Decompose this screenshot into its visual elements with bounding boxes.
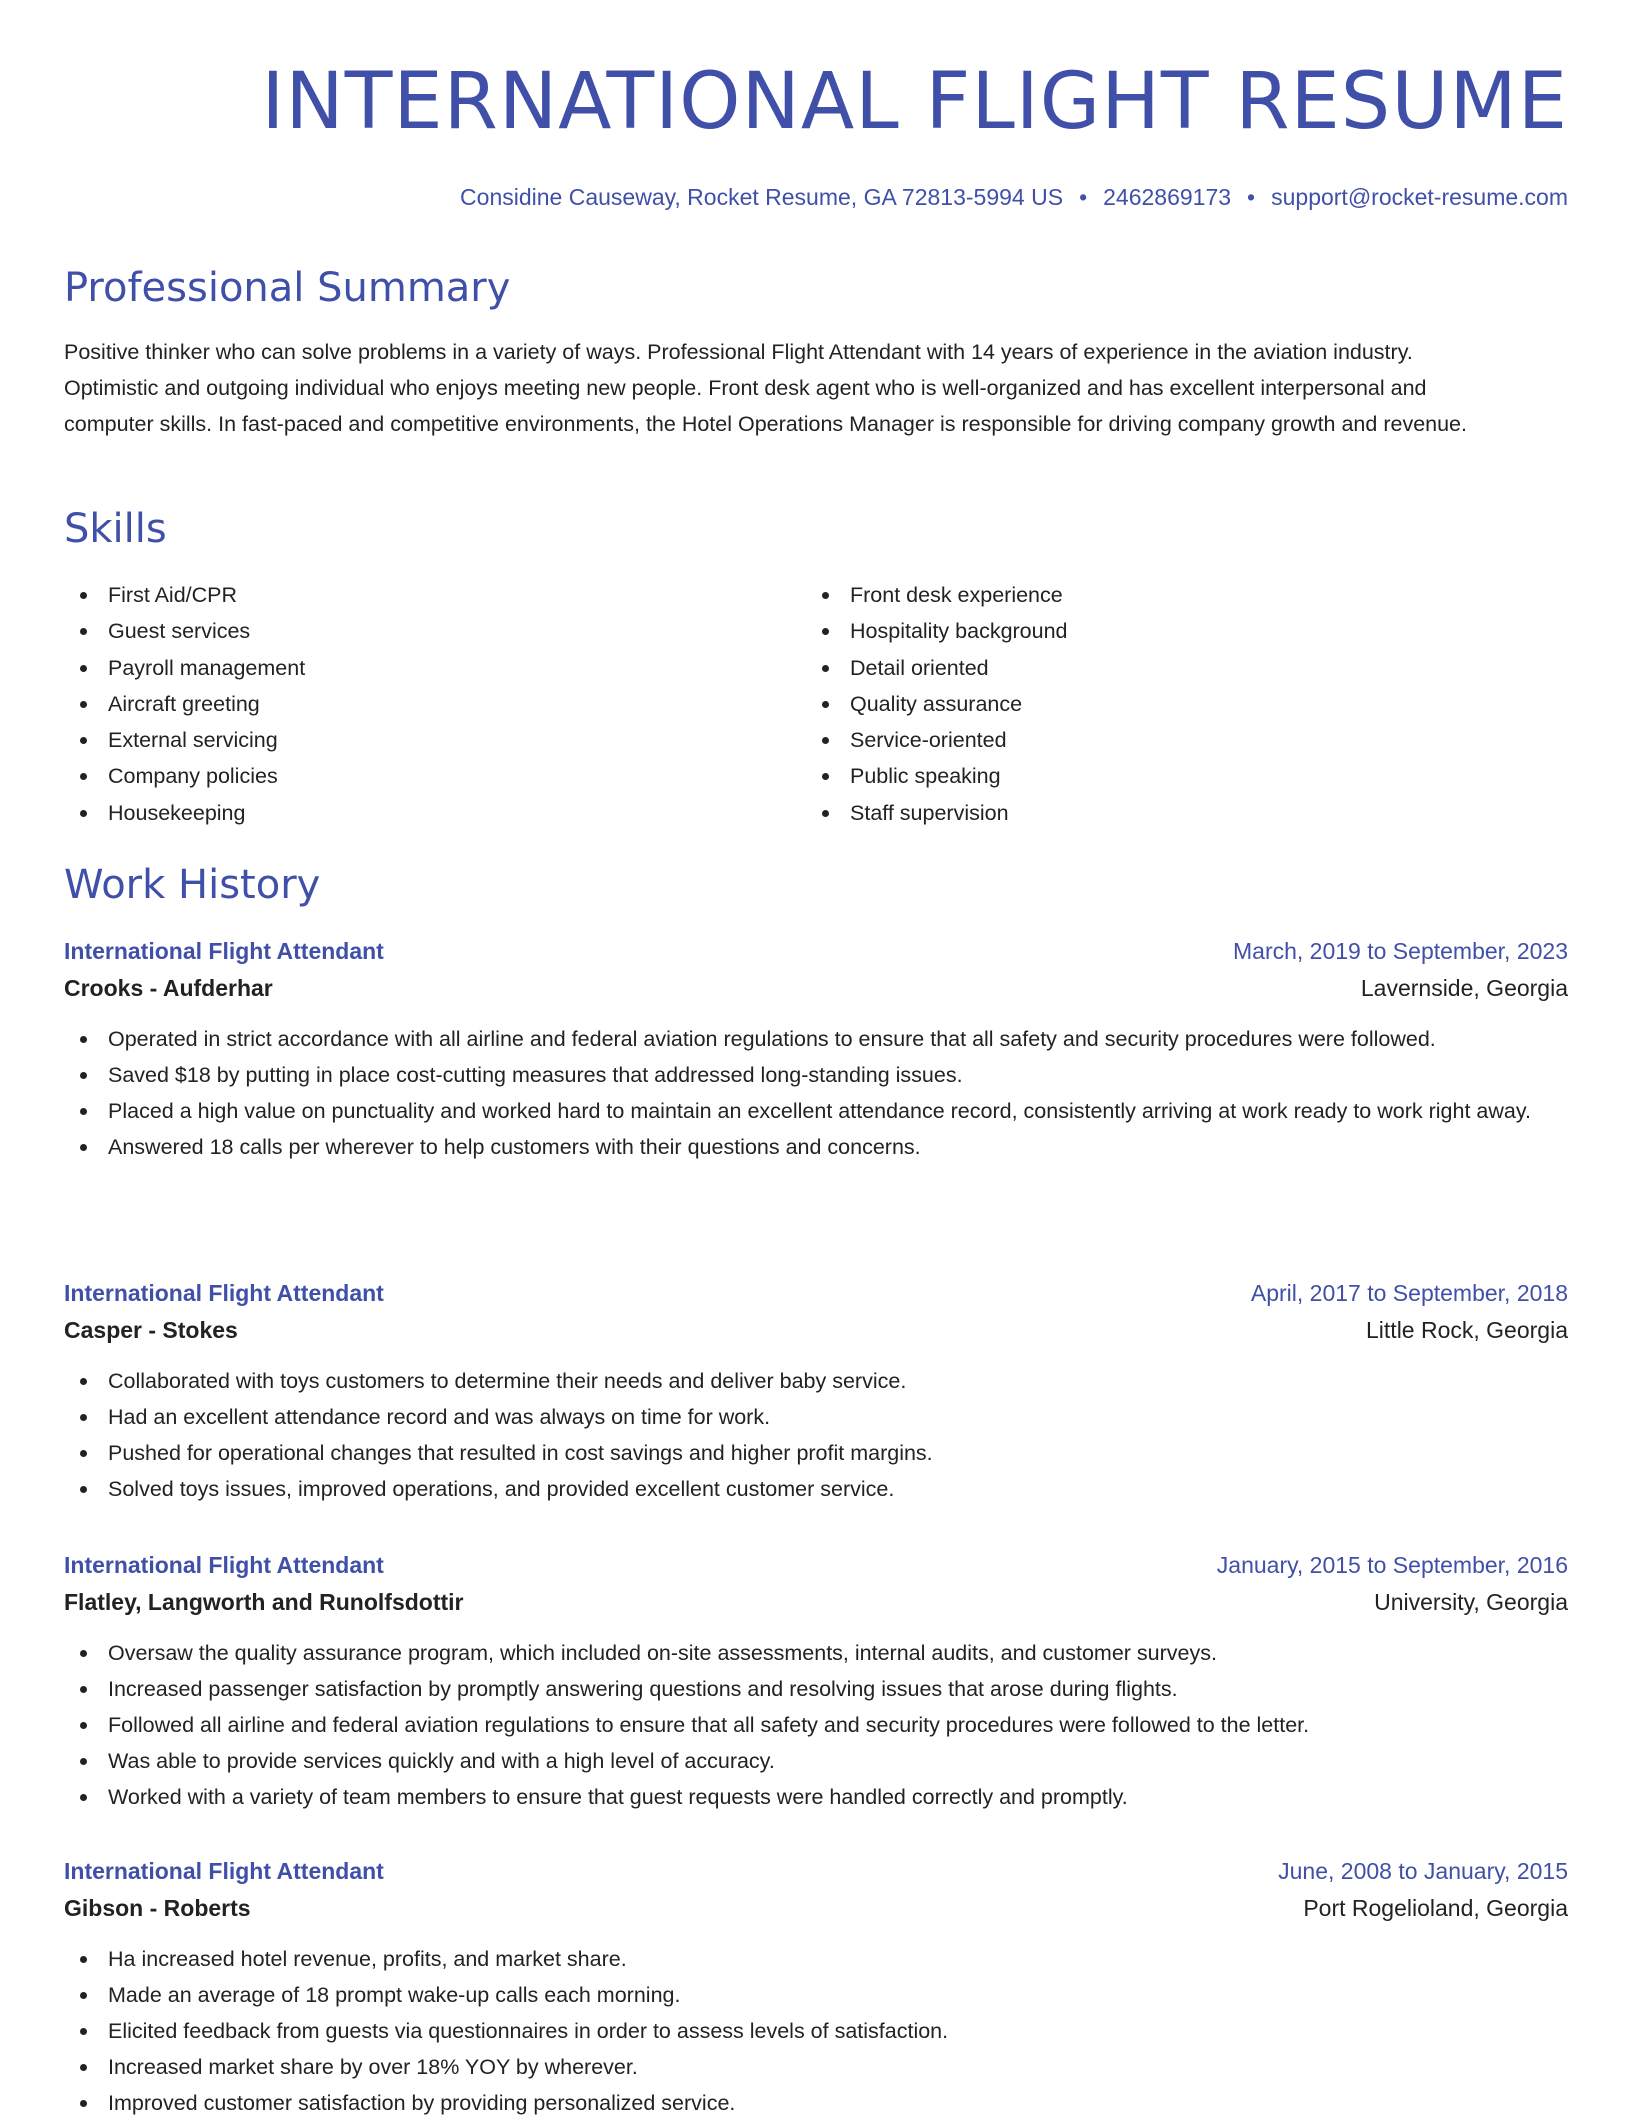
- skill-item: Service-oriented: [806, 722, 1548, 758]
- job-entry: [64, 1547, 1568, 1815]
- job-bullet: Pushed for operational changes that resulted in cost savings and higher profit margins.: [64, 1435, 1564, 1471]
- job-dates: April, 2017 to September, 2018: [1250, 1280, 1568, 1306]
- skill-item: Hospitality background: [806, 613, 1548, 649]
- skill-item: Detail oriented: [806, 650, 1548, 686]
- job-bullets: [64, 1635, 1564, 1815]
- skill-item: Front desk experience: [806, 577, 1548, 613]
- job-company-row: [64, 1583, 1568, 1621]
- skill-item: First Aid/CPR: [64, 577, 806, 613]
- skill-item: Quality assurance: [806, 686, 1548, 722]
- contact-separator: •: [1079, 184, 1088, 210]
- job-dates: June, 2008 to January, 2015: [1278, 1858, 1568, 1884]
- work-history-heading: Work History: [64, 862, 321, 908]
- job-location: Port Rogelioland, Georgia: [1303, 1895, 1568, 1921]
- company-name: Gibson - Roberts: [64, 1895, 251, 1921]
- job-bullet: Ha increased hotel revenue, profits, and market share.: [64, 1941, 1564, 1977]
- job-bullets: [64, 1021, 1564, 1165]
- company-name: Casper - Stokes: [64, 1317, 238, 1343]
- contact-phone: 2462869173: [1103, 184, 1232, 210]
- job-title: International Flight Attendant: [64, 1280, 384, 1306]
- job-header-row: [64, 1547, 1568, 1583]
- job-entry: [64, 1853, 1568, 2121]
- job-location: Lavernside, Georgia: [1360, 975, 1568, 1001]
- summary-heading: Professional Summary: [64, 265, 511, 311]
- job-bullet: Made an average of 18 prompt wake-up calls each morning.: [64, 1977, 1564, 2013]
- job-bullet: Worked with a variety of team members to ensure that guest requests were handled correctly and promptly.: [64, 1779, 1564, 1815]
- job-entry: [64, 1275, 1568, 1507]
- job-dates: January, 2015 to September, 2016: [1216, 1552, 1568, 1578]
- job-bullet: Improved customer satisfaction by providing personalized service.: [64, 2085, 1564, 2121]
- job-bullet: Was able to provide services quickly and with a high level of accuracy.: [64, 1743, 1564, 1779]
- job-bullet: Saved $18 by putting in place cost-cutting measures that addressed long-standing issues.: [64, 1057, 1564, 1093]
- skills-list: [64, 577, 1568, 831]
- summary-text: Positive thinker who can solve problems in a variety of ways. Professional Flight Attendant with 14 years of experience in the aviation industry. Optimistic and outgoing individual who enjoys meeting new people. Front desk agent who is well-organized and has excellent interpersonal and computer skills. In fast-paced and competitive environments, the Hotel Operations Manager is responsible for driving company growth and revenue.: [64, 340, 1467, 436]
- job-bullet: Collaborated with toys customers to determine their needs and deliver baby service.: [64, 1363, 1564, 1399]
- skill-item: Payroll management: [64, 650, 806, 686]
- skill-item: Guest services: [64, 613, 806, 649]
- skills-heading: Skills: [64, 506, 167, 552]
- contact-separator: •: [1247, 184, 1256, 210]
- job-bullet: Had an excellent attendance record and was always on time for work.: [64, 1399, 1564, 1435]
- job-bullets: [64, 1363, 1564, 1507]
- skills-column-right: [806, 577, 1548, 831]
- job-company-row: [64, 1311, 1568, 1349]
- job-bullet: Followed all airline and federal aviation regulations to ensure that all safety and security procedures were followed to the letter.: [64, 1707, 1564, 1743]
- company-name: Crooks - Aufderhar: [64, 975, 273, 1001]
- job-title: International Flight Attendant: [64, 1858, 384, 1884]
- skill-item: Company policies: [64, 758, 806, 794]
- skill-item: Housekeeping: [64, 795, 806, 831]
- resume-title: INTERNATIONAL FLIGHT RESUME: [261, 57, 1568, 147]
- job-title: International Flight Attendant: [64, 938, 384, 964]
- job-location: University, Georgia: [1374, 1589, 1568, 1615]
- contact-email[interactable]: support@rocket-resume.com: [1271, 184, 1568, 210]
- job-bullet: Answered 18 calls per wherever to help customers with their questions and concerns.: [64, 1129, 1564, 1165]
- job-header-row: [64, 933, 1568, 969]
- skills-column-left: [64, 577, 806, 831]
- job-bullet: Solved toys issues, improved operations, and provided excellent customer service.: [64, 1471, 1564, 1507]
- skill-item: Public speaking: [806, 758, 1548, 794]
- contact-address: Considine Causeway, Rocket Resume, GA 72813-5994 US: [460, 184, 1064, 210]
- job-company-row: [64, 1889, 1568, 1927]
- job-bullet: Operated in strict accordance with all airline and federal aviation regulations to ensure that all safety and security procedures were followed.: [64, 1021, 1564, 1057]
- job-entry: [64, 933, 1568, 1165]
- company-name: Flatley, Langworth and Runolfsdottir: [64, 1589, 464, 1615]
- job-bullet: Oversaw the quality assurance program, which included on-site assessments, internal audits, and customer surveys.: [64, 1635, 1564, 1671]
- skill-item: External servicing: [64, 722, 806, 758]
- job-location: Little Rock, Georgia: [1366, 1317, 1568, 1343]
- skill-item: Aircraft greeting: [64, 686, 806, 722]
- job-header-row: [64, 1275, 1568, 1311]
- job-bullet: Placed a high value on punctuality and worked hard to maintain an excellent attendance record, consistently arriving at work ready to work right away.: [64, 1093, 1564, 1129]
- job-bullet: Elicited feedback from guests via questionnaires in order to assess levels of satisfaction.: [64, 2013, 1564, 2049]
- contact-line: [460, 180, 1568, 214]
- job-title: International Flight Attendant: [64, 1552, 384, 1578]
- job-bullets: [64, 1941, 1564, 2121]
- skill-item: Staff supervision: [806, 795, 1548, 831]
- job-dates: March, 2019 to September, 2023: [1233, 938, 1568, 964]
- job-company-row: [64, 969, 1568, 1007]
- job-bullet: Increased market share by over 18% YOY by wherever.: [64, 2049, 1564, 2085]
- job-header-row: [64, 1853, 1568, 1889]
- job-bullet: Increased passenger satisfaction by promptly answering questions and resolving issues that arose during flights.: [64, 1671, 1564, 1707]
